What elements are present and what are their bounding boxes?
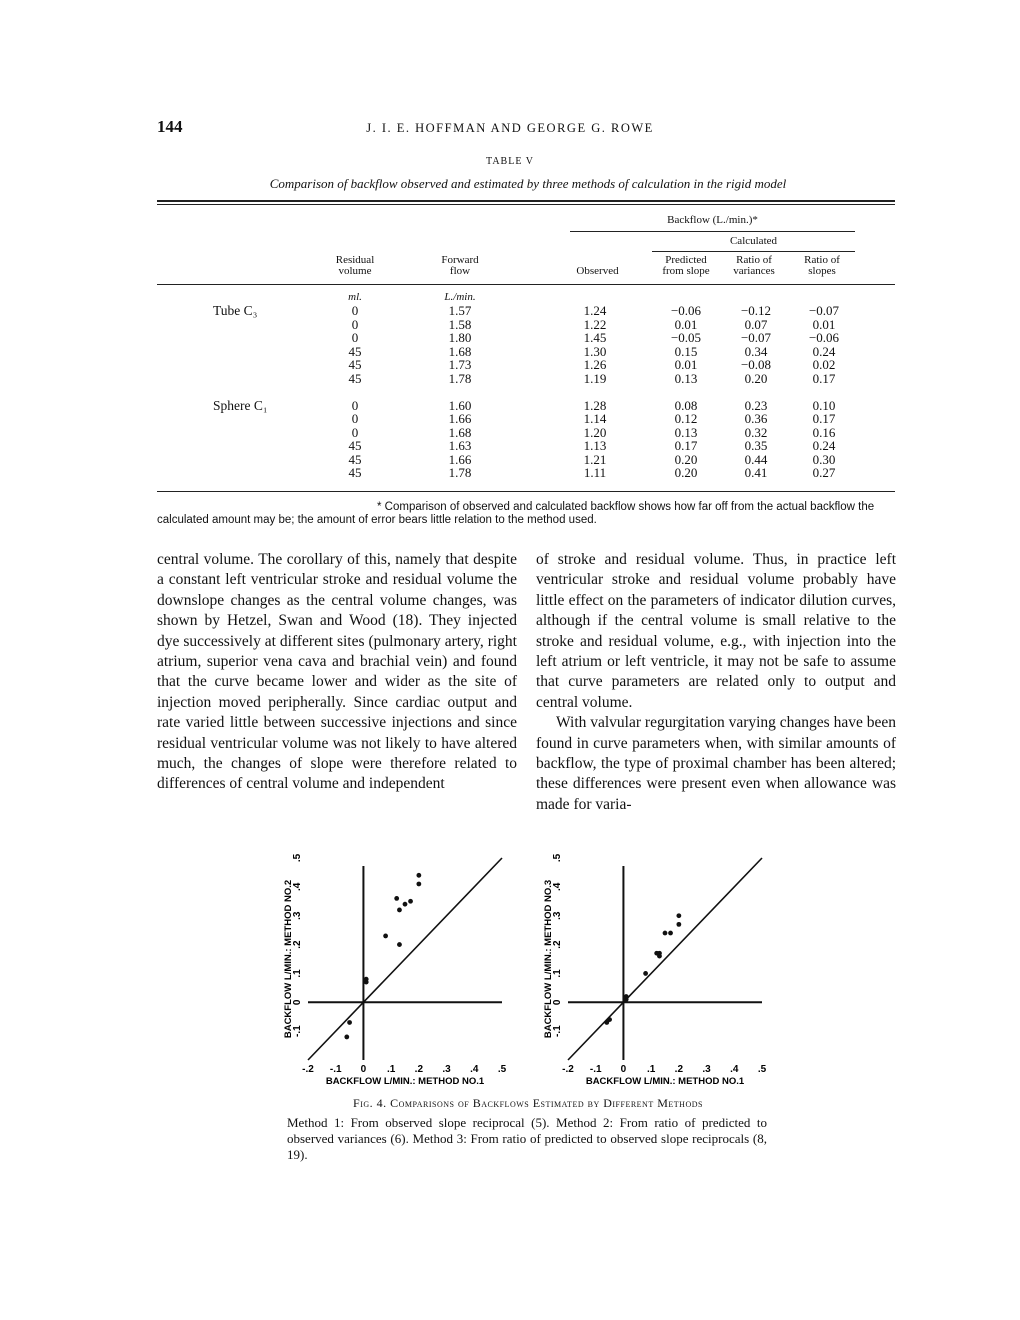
table-cell: 0	[351, 397, 359, 413]
y-tick-label: .3	[292, 911, 303, 920]
table-cell: 0.12	[674, 411, 698, 426]
header-residual: Residual volume	[335, 254, 375, 277]
table-cell: −0.08	[740, 357, 772, 372]
table-caption: Comparison of backflow observed and estimated by three methods of calculation in the rigid model	[269, 176, 787, 191]
figure-title: Fig. 4. Comparisons of Backflows Estimated by Different Methods	[353, 1096, 703, 1110]
y-tick-label: .2	[552, 940, 563, 949]
table-cell: −0.06	[808, 330, 840, 345]
header-ratio-variances: Ratio of variances	[733, 254, 775, 277]
data-point	[676, 922, 681, 927]
x-tick-label: 0	[620, 1064, 627, 1075]
body-right-column	[536, 550, 896, 815]
unit-forward: L./min.	[444, 291, 476, 303]
table-cell: 1.24	[583, 303, 607, 318]
table-cell: −0.05	[670, 330, 702, 345]
table-cell: 1.14	[583, 411, 607, 426]
header-ratio-slopes: Ratio of slopes	[804, 254, 840, 277]
table-cell: 0.30	[812, 451, 836, 467]
table-cell: 0.01	[674, 316, 698, 332]
table-cell: 1.45	[583, 330, 607, 345]
y-tick-label: -.1	[292, 1025, 303, 1037]
data-point	[607, 1017, 612, 1022]
y-tick-label: .1	[292, 969, 303, 978]
table-cell: 0.23	[744, 397, 768, 413]
table-footnote: * Comparison of observed and calculated backflow shows how far off from the actual backflow the calculated amount may be; the amount of error bears little relation to the method used.	[157, 501, 875, 526]
y-tick-label: .5	[552, 853, 563, 863]
y-tick-label: -.1	[552, 1025, 563, 1037]
table-cell: 1.13	[583, 438, 607, 453]
x-tick-label: -.1	[589, 1064, 602, 1075]
data-point	[397, 908, 402, 913]
table-cell: −0.12	[740, 303, 772, 318]
table-cell: 1.22	[583, 316, 607, 332]
rule	[570, 231, 855, 232]
table-cell: 0.35	[744, 438, 768, 453]
unit-residual: ml.	[348, 291, 362, 303]
header-observed: Observed	[576, 265, 619, 277]
data-point	[643, 971, 648, 976]
table-cell: 1.78	[448, 370, 472, 386]
x-tick-label: -.2	[302, 1064, 314, 1075]
table-cell: 0.20	[674, 465, 698, 480]
table-cell: 1.57	[448, 303, 472, 318]
y-tick-label: .3	[552, 911, 563, 920]
table-cell: 45	[348, 343, 362, 359]
data-point	[394, 896, 399, 901]
table-cell: 1.78	[448, 465, 472, 480]
page-number: 144	[157, 117, 183, 136]
data-point	[416, 873, 421, 878]
table-bottom-rule	[157, 491, 895, 492]
data-point	[347, 1020, 352, 1025]
paragraph: With valvular regurgitation varying changes have been found in curve parameters when, with similar amounts of backflow, the type of proximal chamber has been altered; these differences were present even when allowance was made for varia-	[536, 714, 896, 813]
x-tick-label: .3	[702, 1064, 711, 1075]
group-label: Sphere C₁	[213, 397, 268, 413]
table-cell: 0.20	[674, 451, 698, 467]
data-point	[408, 899, 413, 904]
data-point	[397, 942, 402, 947]
table-cell: 0.08	[674, 397, 698, 413]
rule	[652, 251, 855, 252]
table-cell: 0.15	[674, 343, 698, 359]
table-cell: 45	[348, 465, 362, 480]
table-top-rule-2	[157, 204, 895, 205]
table-cell: 45	[348, 451, 362, 467]
table-cell: 0.36	[744, 411, 768, 426]
y-tick-label: .5	[292, 853, 303, 863]
table-cell: 45	[348, 357, 362, 372]
table-cell: 0.24	[812, 438, 836, 453]
x-tick-label: .4	[730, 1064, 739, 1075]
table-cell: 0.07	[744, 316, 768, 332]
table-cell: 0.32	[744, 424, 768, 440]
x-tick-label: .2	[674, 1064, 684, 1075]
data-point	[344, 1035, 349, 1040]
header-forward: Forward flow	[441, 254, 479, 277]
table-cell: 1.11	[583, 465, 607, 480]
table-cell: 0.41	[744, 465, 768, 480]
table-cell: 0.01	[812, 316, 836, 332]
table-cell: 0.01	[674, 357, 698, 372]
table-cell: 0.17	[674, 438, 698, 453]
table-cell: 0.27	[812, 465, 836, 480]
y-axis-label: BACKFLOW L/MIN.: METHOD NO.3	[543, 879, 554, 1039]
table-top-rule	[157, 200, 895, 202]
table-cell: 0.10	[812, 397, 836, 413]
identity-line	[568, 858, 762, 1060]
y-tick-label: 0	[292, 999, 303, 1006]
table-cell: 0.20	[744, 370, 768, 386]
table-cell: 1.30	[583, 343, 607, 359]
table-cell: 0	[351, 330, 359, 345]
x-tick-label: .1	[386, 1064, 396, 1075]
table-cell: 0.34	[744, 343, 768, 359]
table-cell: 45	[348, 370, 362, 386]
header-bottom-rule	[157, 284, 895, 285]
y-tick-label: .2	[292, 940, 303, 949]
table-cell: 1.63	[448, 438, 472, 453]
y-tick-label: .4	[552, 882, 563, 892]
table-cell: 0.16	[812, 424, 836, 440]
table-cell: 1.60	[448, 397, 472, 413]
table-cell: 1.68	[448, 424, 472, 440]
table-cell: 0	[351, 424, 359, 440]
header-predicted: Predicted from slope	[662, 254, 710, 277]
y-tick-label: .1	[552, 969, 563, 978]
y-tick-label: .4	[292, 882, 303, 892]
table-cell: 1.68	[448, 343, 472, 359]
body-left-column	[157, 550, 517, 795]
x-tick-label: .5	[497, 1064, 507, 1075]
data-point	[657, 954, 662, 959]
table-cell: −0.07	[740, 330, 772, 345]
data-point	[676, 913, 681, 918]
table-cell: 1.66	[448, 451, 472, 467]
table-cell: 1.80	[448, 330, 472, 345]
x-tick-label: .3	[442, 1064, 451, 1075]
x-tick-label: .4	[470, 1064, 479, 1075]
table-cell: 45	[348, 438, 362, 453]
identity-line	[308, 858, 502, 1060]
running-head: J. I. E. HOFFMAN AND GEORGE G. ROWE	[366, 121, 654, 135]
x-axis-label: BACKFLOW L/MIN.: METHOD NO.1	[325, 1076, 485, 1087]
data-point	[364, 977, 369, 982]
data-point	[663, 931, 668, 936]
data-point	[383, 934, 388, 939]
table-cell: 0	[351, 316, 359, 332]
figure-4-plots	[280, 850, 780, 1090]
table-cell: 0	[351, 303, 359, 318]
table-cell: 1.58	[448, 316, 472, 332]
table-cell: 0	[351, 411, 359, 426]
data-point	[416, 882, 421, 887]
table-cell: 1.73	[448, 357, 472, 372]
header-calculated: Calculated	[729, 235, 778, 247]
table-cell: 0.44	[744, 451, 768, 467]
x-tick-label: .2	[414, 1064, 424, 1075]
table-cell: 1.20	[583, 424, 607, 440]
table-cell: −0.07	[808, 303, 840, 318]
table-cell: −0.06	[670, 303, 702, 318]
table-cell: 0.17	[812, 370, 836, 386]
header-backflow: Backflow (L./min.)*	[667, 214, 758, 226]
y-axis-label: BACKFLOW L/MIN.: METHOD NO.2	[283, 879, 294, 1039]
x-tick-label: -.1	[329, 1064, 342, 1075]
table-cell: 0.13	[674, 424, 698, 440]
table-cell: 1.66	[448, 411, 472, 426]
table-cell: 1.19	[583, 370, 607, 386]
group-label: Tube C₃	[213, 303, 258, 318]
table-cell: 0.24	[812, 343, 836, 359]
table-cell: 1.28	[583, 397, 607, 413]
data-point	[403, 902, 408, 907]
table-label: TABLE V	[486, 156, 534, 167]
x-axis-label: BACKFLOW L/MIN.: METHOD NO.1	[585, 1076, 745, 1087]
x-tick-label: .1	[646, 1064, 656, 1075]
table-cell: 0.13	[674, 370, 698, 386]
x-tick-label: 0	[360, 1064, 367, 1075]
table-cell: 1.21	[583, 451, 607, 467]
figure-caption: Method 1: From observed slope reciprocal (5). Method 2: From ratio of predicted to observed variances (6). Method 3: From ratio of predicted to observed slope reciprocals (8, 19).	[287, 1115, 767, 1162]
table-cell: 0.17	[812, 411, 836, 426]
y-tick-label: 0	[552, 999, 563, 1006]
paragraph: central volume. The corollary of this, namely that despite a constant left ventricular stroke and residual volume the downslope changes as the central volume changes, was shown by Hetzel, Swan and Wood (18). They injected dye successively at different sites (pulmonary artery, right atrium, superior vena cava and brachial vein) and found that the curve became lower and wider as the site of injection moved peripherally. Since cardiac output and rate varied little between successive injections and since residual ventricular volume was not likely to have altered much, the changes of slope were therefore related to differences of central volume and independent	[157, 551, 517, 793]
x-tick-label: .5	[757, 1064, 767, 1075]
paragraph: of stroke and residual volume. Thus, in practice left ventricular stroke and residual volume probably have little effect on the parameters of indicator dilution curves, although if the central volume is small relative to the stroke and residual volume, e.g., with injection into the left atrium or left ventricle, it may not be safe to assume that curve parameters are related only to output and central volume.	[536, 551, 896, 711]
data-point	[624, 994, 629, 999]
table-cell: 1.26	[583, 357, 607, 372]
data-point	[668, 931, 673, 936]
x-tick-label: -.2	[562, 1064, 574, 1075]
table-cell: 0.02	[812, 357, 836, 372]
